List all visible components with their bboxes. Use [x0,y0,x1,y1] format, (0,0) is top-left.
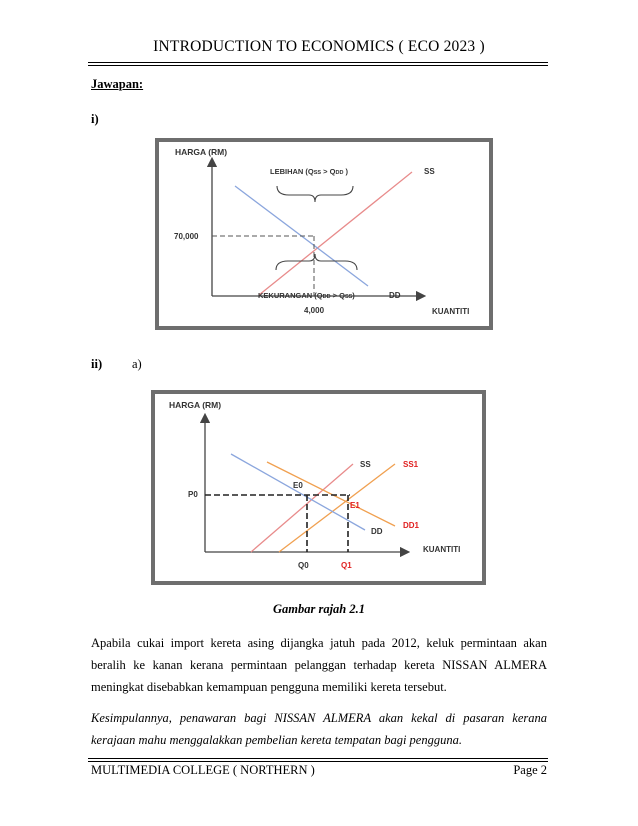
chart-2-dd-label: DD [371,527,383,536]
chart-1-shortage-brace [276,254,357,270]
paragraph-conclusion: Kesimpulannya, penawaran bagi NISSAN ALMERA akan kekal di pasaran kerana kerajaan mahu menggalakkan pembelian kereta tempatan bagi pengguna. [91,711,547,747]
footer-college: MULTIMEDIA COLLEGE ( NORTHERN ) [91,763,315,777]
chart-2-y-label: HARGA (RM) [169,400,222,410]
part-ii-label: ii) [91,357,103,371]
chart-2-dd1-label: DD1 [403,521,420,530]
chart-2-e0-label: E0 [293,481,303,490]
chart-1-ss-label: SS [424,167,435,176]
chart-2-q0-label: Q0 [298,561,309,570]
chart-2 [155,394,482,581]
chart-2-x-label: KUANTITI [423,545,461,554]
header-rule [88,62,548,66]
chart-2-e1-label: E1 [350,501,360,510]
page-header-title: INTRODUCTION TO ECONOMICS ( ECO 2023 ) [153,38,485,55]
footer-page-number: Page 2 [513,763,547,777]
chart-1-price-label: 70,000 [174,232,199,241]
chart-2-dd1-line [267,462,395,526]
chart-2-p0-label: P0 [188,490,198,499]
chart-1-surplus-brace [277,186,353,202]
footer-rule [88,758,548,762]
figure-caption: Gambar rajah 2.1 [272,602,366,616]
chart-1-surplus-label: LEBIHAN (QSS > QDD ) [270,167,349,176]
chart-1-shortage-label: KEKURANGAN (QDD > QSS) [258,291,355,300]
chart-2-ss1-label: SS1 [403,460,419,469]
chart-1-quantity-label: 4,000 [304,306,325,315]
paragraph-explanation: Apabila cukai import kereta asing dijangka jatuh pada 2012, keluk permintaan akan beralih ke kanan kerana permintaan pelanggan terhadap kereta NISSAN ALMERA meningkat disebabkan kemampuan pengguna memiliki kereta tersebut. [91,636,547,694]
part-ii-sub-label: a) [132,357,142,371]
chart-1 [159,142,489,326]
chart-1-ss-line [259,172,412,295]
chart-1-y-label: HARGA (RM) [175,147,228,157]
chart-2-ss-label: SS [360,460,371,469]
chart-2-dd-line [231,454,365,530]
chart-2-svg [155,394,482,581]
chart-2-frame [151,390,486,585]
chart-1-dd-label: DD [389,291,401,300]
chart-1-svg [159,142,489,326]
part-i-label: i) [91,112,99,126]
chart-1-x-label: KUANTITI [432,307,470,316]
chart-2-q1-label: Q1 [341,561,352,570]
chart-1-frame [155,138,493,330]
answer-heading: Jawapan: [91,77,144,91]
